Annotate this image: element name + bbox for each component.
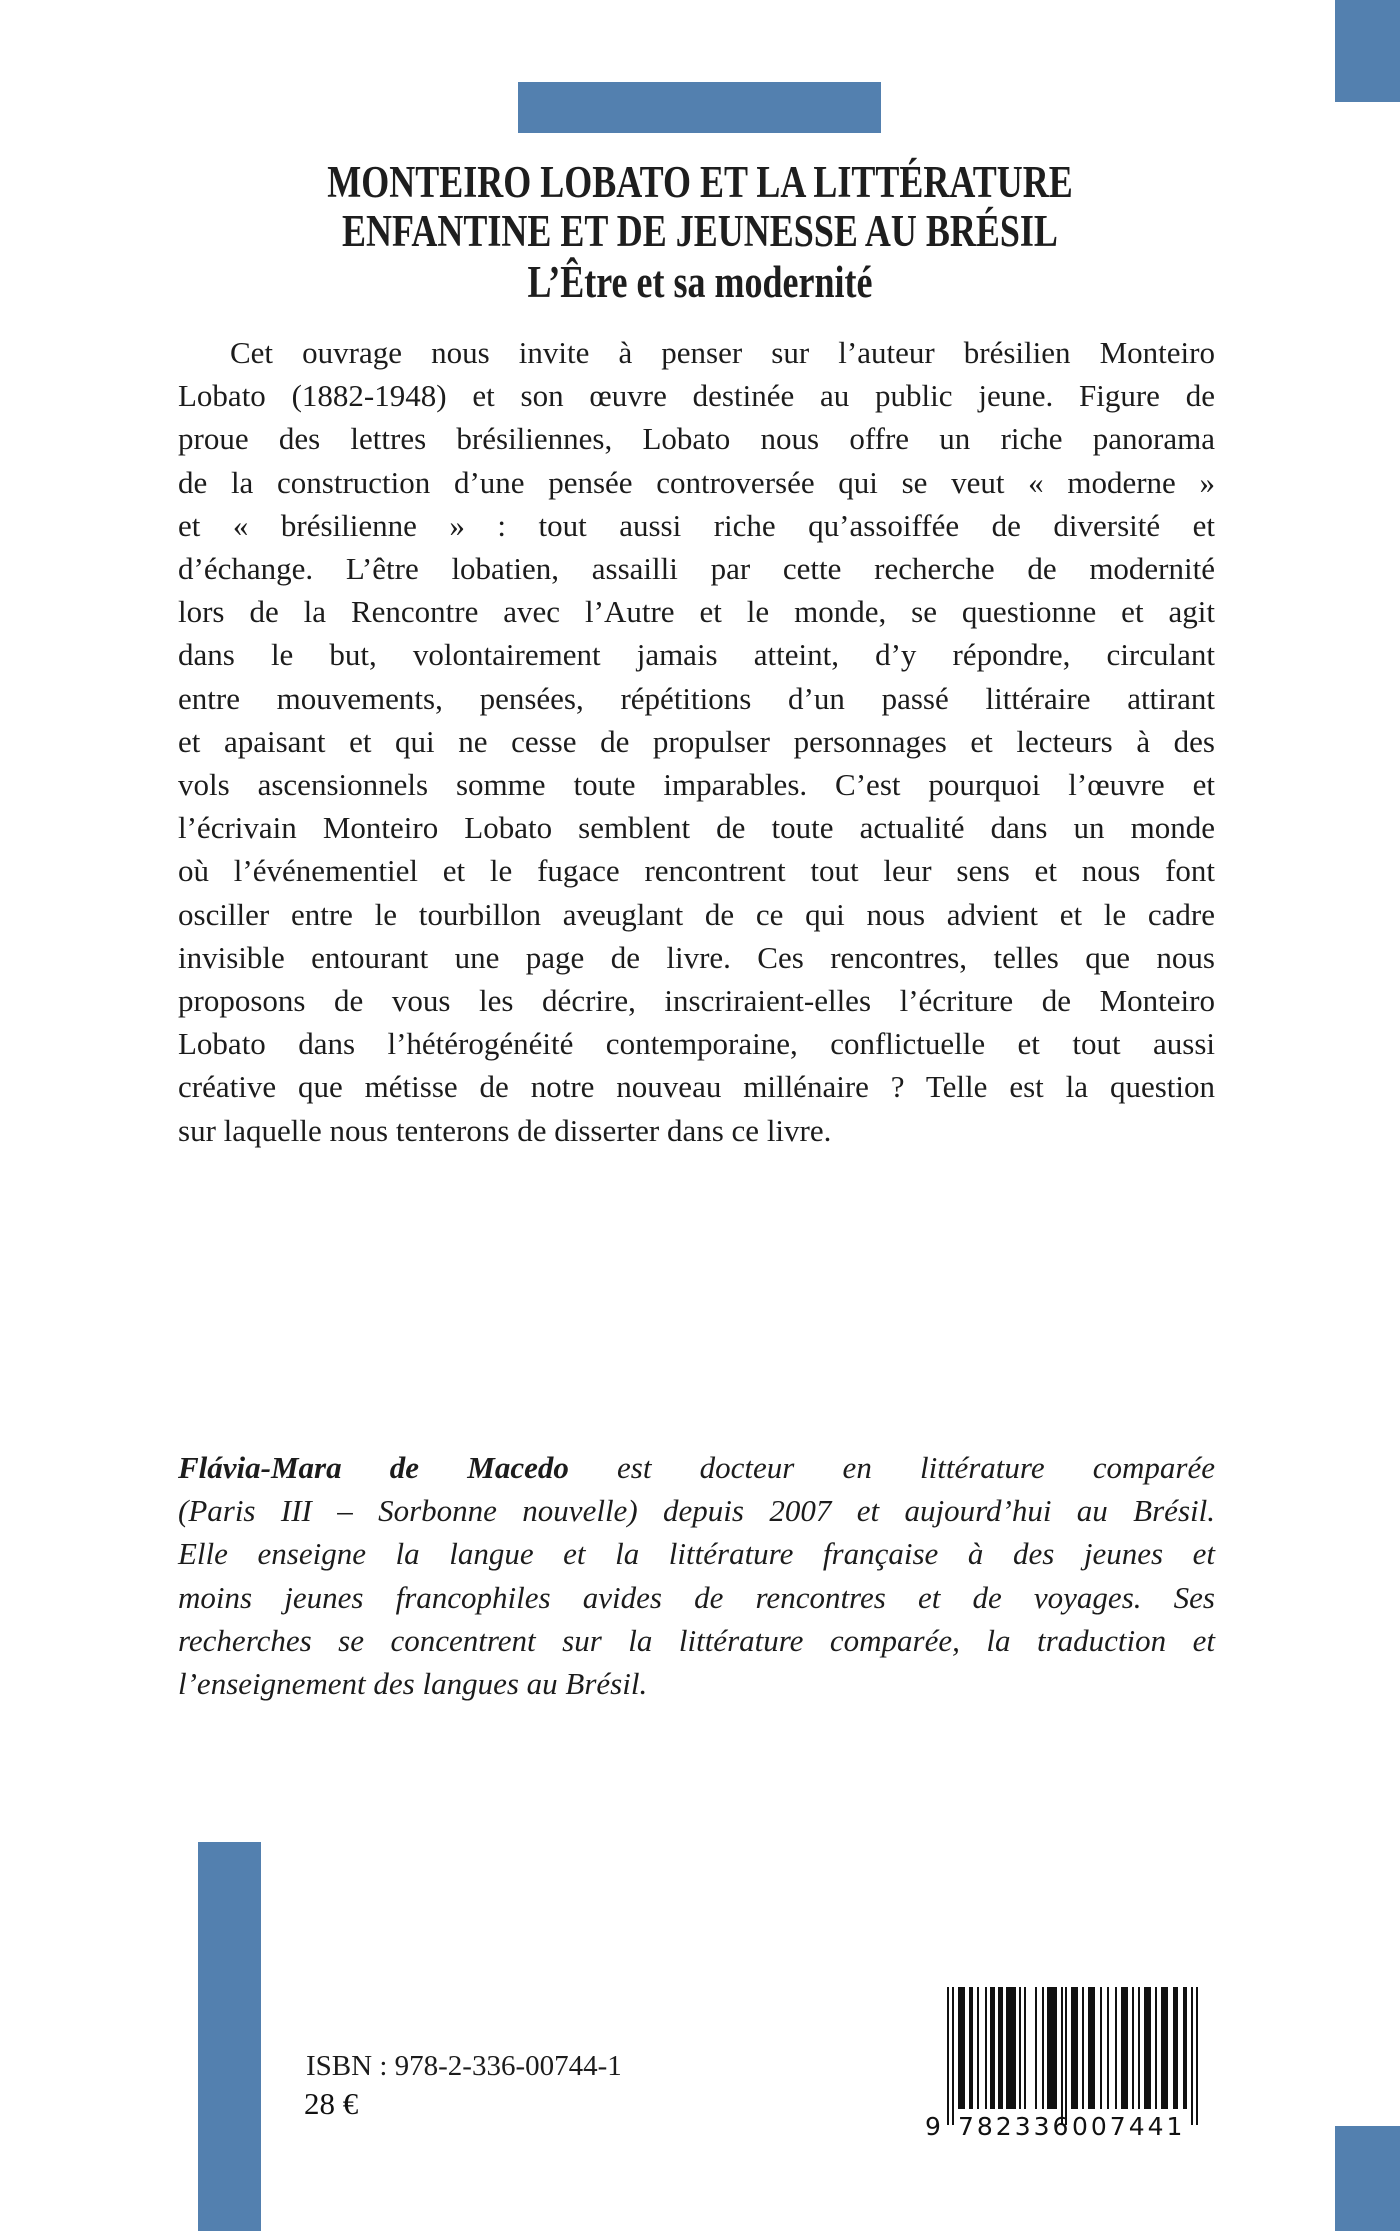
bio-line: l’enseignement des langues au Brésil. xyxy=(178,1666,648,1702)
decorative-bar-top-center xyxy=(518,82,881,133)
summary-line: vols ascensionnels somme toute imparables. C’est pourquoi l’œuvre et xyxy=(178,767,1215,803)
author-name: Flávia-Mara de Macedo xyxy=(178,1450,569,1485)
summary-line: où l’événementiel et le fugace rencontrent tout leur sens et nous font xyxy=(178,853,1215,889)
summary-line: lors de la Rencontre avec l’Autre et le monde, se questionne et agit xyxy=(178,594,1215,630)
author-bio xyxy=(178,1446,1215,1705)
decorative-bar-bottom-left xyxy=(198,1842,261,2231)
bio-line: recherches se concentrent sur la littérature comparée, la traduction et xyxy=(178,1622,1215,1658)
summary-line: et apaisant et qui ne cesse de propulser personnages et lecteurs à des xyxy=(178,723,1215,759)
barcode-left-digits: 782336 xyxy=(958,2112,1072,2141)
book-title xyxy=(160,158,1240,308)
summary-line: Cet ouvrage nous invite à penser sur l’auteur brésilien Monteiro xyxy=(230,335,1215,370)
title-line-2: ENFANTINE ET DE JEUNESSE AU BRÉSIL xyxy=(342,206,1058,256)
bio-line-1-text: est docteur en littérature comparée xyxy=(617,1450,1215,1485)
decorative-bar-top-right xyxy=(1335,0,1400,102)
summary-line: créative que métisse de notre nouveau millénaire ? Telle est la question xyxy=(178,1069,1215,1105)
summary-line: Lobato (1882-1948) et son œuvre destinée au public jeune. Figure de xyxy=(178,378,1215,414)
summary-line: invisible entourant une page de livre. Ces rencontres, telles que nous xyxy=(178,939,1215,975)
price-label: 28 € xyxy=(304,2086,359,2121)
barcode-icon xyxy=(925,1985,1225,2145)
summary-line: proue des lettres brésiliennes, Lobato nous offre un riche panorama xyxy=(178,421,1215,457)
summary-line: et « brésilienne » : tout aussi riche qu’assoiffée de diversité et xyxy=(178,507,1215,543)
book-summary xyxy=(178,331,1215,1152)
title-line-1: MONTEIRO LOBATO ET LA LITTÉRATURE xyxy=(327,157,1073,207)
summary-line: sur laquelle nous tenterons de disserter dans ce livre. xyxy=(178,1112,832,1148)
bio-line xyxy=(178,1446,1215,1489)
summary-line: d’échange. L’être lobatien, assailli par cette recherche de modernité xyxy=(178,551,1215,587)
summary-line: entre mouvements, pensées, répétitions d’un passé littéraire attirant xyxy=(178,680,1215,716)
summary-line: l’écrivain Monteiro Lobato semblent de toute actualité dans un monde xyxy=(178,810,1215,846)
bio-line: moins jeunes francophiles avides de rencontres et de voyages. Ses xyxy=(178,1579,1215,1615)
bio-line: (Paris III – Sorbonne nouvelle) depuis 2007 et aujourd’hui au Brésil. xyxy=(178,1493,1215,1529)
summary-line: dans le but, volontairement jamais atteint, d’y répondre, circulant xyxy=(178,637,1215,673)
isbn-barcode xyxy=(925,1985,1225,2145)
decorative-bar-bottom-right xyxy=(1335,2126,1400,2231)
summary-line: de la construction d’une pensée controversée qui se veut « moderne » xyxy=(178,464,1215,500)
barcode-lead-digit: 9 xyxy=(925,2112,944,2141)
barcode-right-digits: 007441 xyxy=(1072,2112,1186,2141)
summary-line: Lobato dans l’hétérogénéité contemporaine, conflictuelle et tout aussi xyxy=(178,1026,1215,1062)
summary-line: osciller entre le tourbillon aveuglant de ce qui nous advient et le cadre xyxy=(178,896,1215,932)
summary-line: proposons de vous les décrire, inscriraient-elles l’écriture de Monteiro xyxy=(178,983,1215,1019)
bio-line: Elle enseigne la langue et la littérature française à des jeunes et xyxy=(178,1536,1215,1572)
isbn-label: ISBN : 978-2-336-00744-1 xyxy=(306,2050,622,2082)
book-subtitle: L’Être et sa modernité xyxy=(527,257,873,307)
